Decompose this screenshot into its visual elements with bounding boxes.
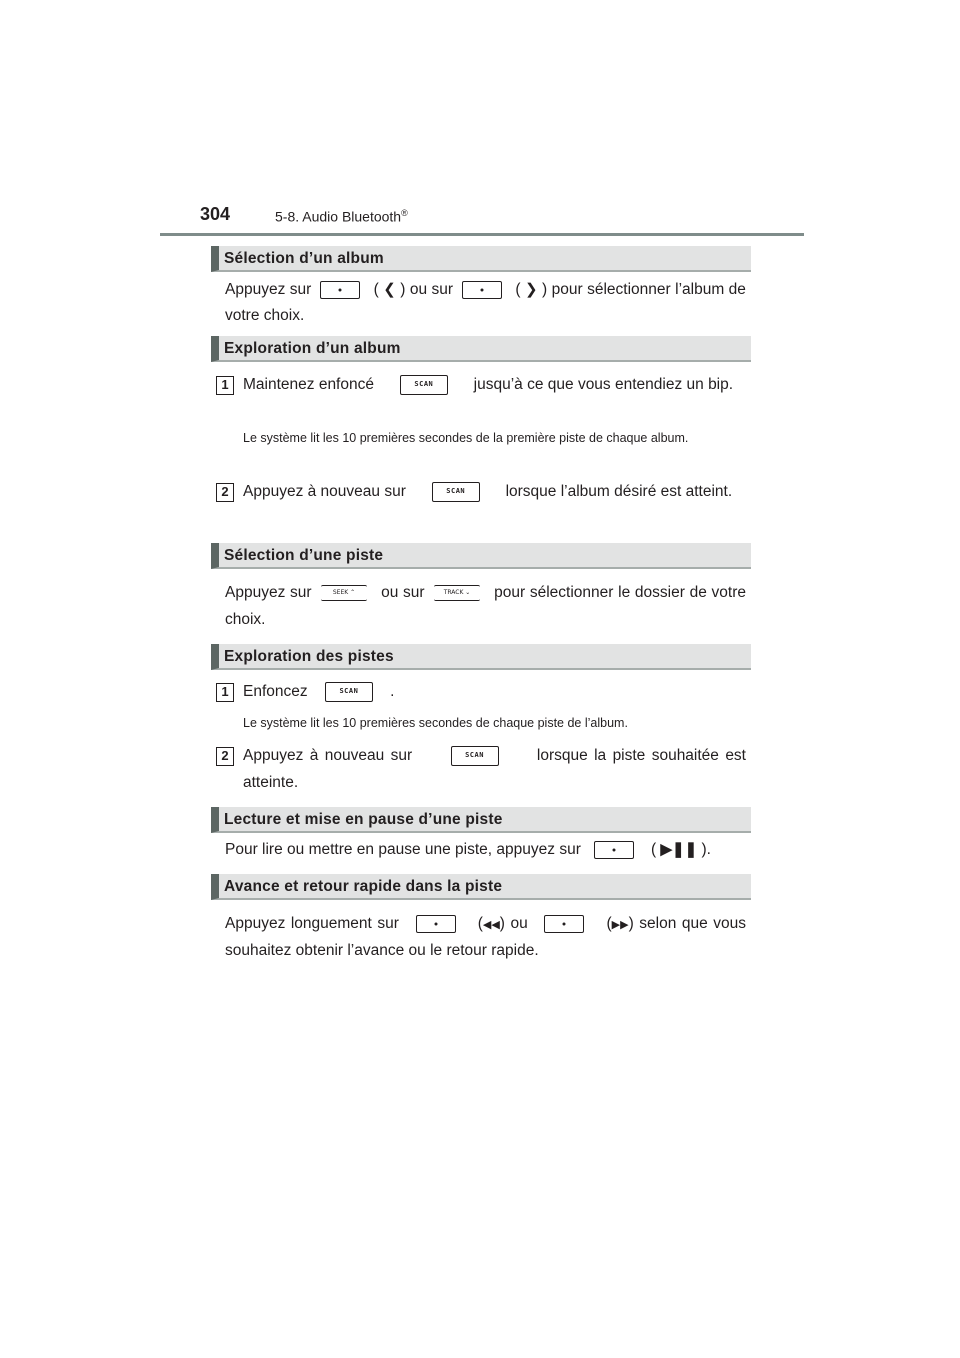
text-fragment: Appuyez sur (225, 281, 312, 298)
scan-button: SCAN (451, 746, 499, 766)
heading-fast (211, 874, 751, 900)
paren: ( (373, 281, 379, 298)
scan-button: SCAN (400, 375, 448, 395)
scan-button: SCAN (325, 682, 373, 702)
heading-album-select (211, 246, 751, 272)
text-fragment: Appuyez longuement sur (225, 915, 399, 932)
text-fragment: Enfoncez (243, 683, 308, 700)
text-fragment: ) ou sur (400, 281, 454, 298)
fast-forward-icon: ▶▶ (611, 919, 629, 931)
text-fragment: ) selon que vous souhaitez obtenir l’avance ou le retour rapide. (225, 915, 746, 959)
scan-button: SCAN (432, 482, 480, 502)
heading-label: Sélection d’une piste (224, 547, 384, 564)
step-number: 2 (216, 483, 234, 502)
text-fragment: lorsque la piste souhaitée est atteinte. (243, 747, 746, 791)
text-fragment: Appuyez à nouveau sur (243, 483, 406, 500)
text-fragment: pour sélectionner le dossier de votre choix. (225, 584, 746, 628)
text-fragment: . (390, 683, 395, 700)
play-pause-icon: ▶❚❚ (660, 841, 698, 858)
heading-label: Sélection d’un album (224, 250, 384, 267)
text-fragment: Appuyez à nouveau sur (243, 747, 413, 764)
step-number: 1 (216, 376, 234, 395)
preset-button (594, 841, 634, 859)
rewind-icon: ◀◀ (482, 919, 500, 931)
seek-button: SEEK ⌃ (321, 585, 367, 601)
heading-track-select (211, 543, 751, 569)
preset-button (544, 915, 584, 933)
page-number: 304 (200, 204, 231, 224)
section-reference (275, 208, 408, 225)
text-fragment: ) pour sélectionner l’album de votre choix. (225, 281, 746, 324)
text-fragment: jusqu’à ce que vous entendiez un bip. (473, 376, 734, 393)
text-fragment: Maintenez enfoncé (243, 376, 374, 393)
section-title: 5-8. Audio Bluetooth (275, 208, 402, 225)
heading-play-pause (211, 807, 751, 833)
step-number: 1 (216, 683, 234, 702)
preset-button (462, 281, 502, 299)
track-button: TRACK ⌄ (434, 585, 480, 601)
paren: ( (606, 915, 612, 932)
preset-button (320, 281, 360, 299)
album-explore-note: Le système lit les 10 premières secondes de la première piste de chaque album. (243, 431, 689, 445)
text-fragment: ) ou (499, 915, 528, 932)
track-select-text (225, 579, 746, 633)
track-explore-step1 (243, 678, 746, 705)
album-select-text (225, 277, 746, 329)
text-fragment: Appuyez sur (225, 584, 312, 601)
track-explore-step2 (243, 742, 746, 796)
step-number: 2 (216, 747, 234, 766)
heading-label: Avance et retour rapide dans la piste (224, 878, 503, 895)
heading-label: Lecture et mise en pause d’une piste (224, 811, 503, 828)
paren: ( (477, 915, 483, 932)
heading-label: Exploration des pistes (224, 648, 394, 665)
registered-mark: ® (401, 208, 408, 218)
text-fragment: lorsque l’album désiré est atteint. (505, 483, 733, 500)
chevron-right-icon: ❯ (524, 281, 538, 298)
album-explore-step1 (243, 371, 746, 398)
paren: ( (515, 281, 521, 298)
chevron-left-icon: ❮ (383, 281, 396, 298)
track-explore-note: Le système lit les 10 premières secondes de chaque piste de l’album. (243, 716, 628, 730)
heading-track-explore (211, 644, 751, 670)
preset-button (416, 915, 456, 933)
play-pause-text (225, 837, 746, 863)
text-fragment: ou sur (381, 584, 425, 601)
header-divider (160, 233, 804, 236)
text-fragment: ). (701, 841, 711, 858)
album-explore-step2 (243, 478, 746, 505)
paren: ( (651, 841, 657, 858)
heading-album-explore (211, 336, 751, 362)
heading-label: Exploration d’un album (224, 340, 401, 357)
fast-text (225, 911, 746, 964)
text-fragment: Pour lire ou mettre en pause une piste, appuyez sur (225, 841, 581, 858)
